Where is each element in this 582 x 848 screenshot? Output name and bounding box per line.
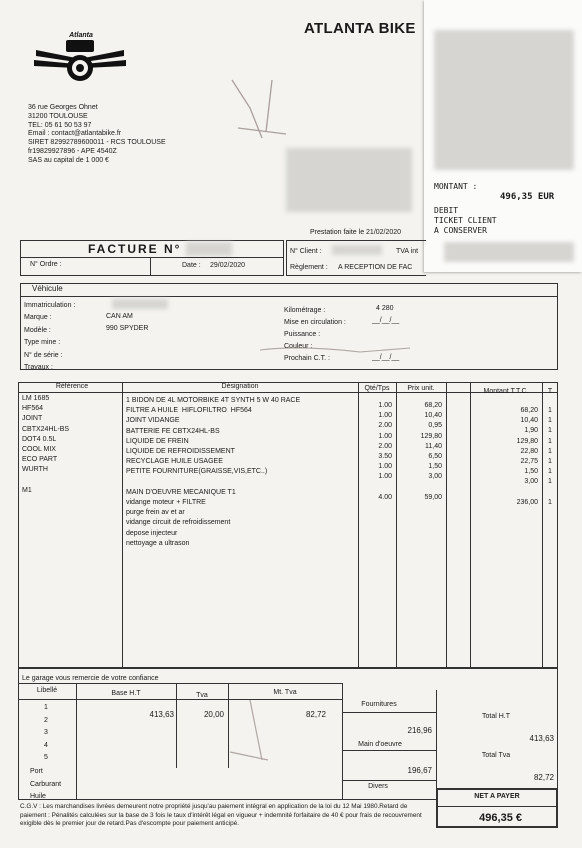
table-cell: ECO PART: [22, 456, 58, 464]
table-cell: LIQUIDE DE FREIN: [126, 437, 189, 445]
table-cell: 1 BIDON DE 4L MOTORBIKE 4T SYNTH 5 W 40 RACE: [126, 397, 301, 404]
table-cell: 1.00: [378, 402, 392, 409]
table-cell: 10,40: [424, 412, 442, 420]
thanks-text: Le garage vous remercie de votre confiance: [22, 675, 159, 682]
table-cell: 22,80: [520, 447, 538, 455]
receipt-line: A CONSERVER: [434, 226, 487, 235]
tva-row-label: 5: [44, 754, 48, 761]
side-label: Huile: [30, 793, 46, 800]
table-cell: 1: [548, 478, 552, 486]
footer-header: Mt. Tva: [273, 689, 297, 696]
table-cell: 1: [548, 427, 552, 435]
main-oeuvre-value: 196,67: [407, 766, 432, 775]
vehicle-label: N° de série :: [24, 351, 63, 359]
vehicle-label: Immatriculation :: [24, 302, 76, 309]
table-cell: 68,20: [520, 407, 538, 414]
divers-label: Divers: [368, 783, 388, 790]
table-cell: vidange moteur + FILTRE: [126, 499, 206, 507]
table-cell: DOT4 0.5L: [22, 435, 57, 443]
table-cell: 1: [548, 458, 552, 466]
logo-text: Atlanta BIKE: [69, 32, 93, 47]
table-cell: M1: [22, 486, 32, 494]
main-oeuvre-label: Main d'oeuvre: [358, 741, 402, 748]
company-name: ATLANTA BIKE: [304, 20, 416, 37]
table-cell: MAIN D'OEUVRE MECANIQUE T1: [126, 488, 236, 496]
tva-rate-value: 20,00: [203, 710, 224, 719]
table-cell: 3,00: [524, 478, 538, 486]
table-cell: 1: [548, 437, 552, 445]
table-cell: 6,50: [428, 453, 442, 461]
table-cell: 11,40: [425, 442, 442, 450]
table-cell: 1,50: [428, 463, 442, 471]
mise-circulation-date: __/__/__: [372, 317, 400, 324]
table-cell: COOL MIX: [22, 446, 56, 454]
table-cell: 1.00: [378, 463, 392, 471]
table-cell: 3,00: [428, 473, 442, 481]
footer-header: Tva: [196, 692, 208, 699]
column-header: Qté/Tps: [364, 385, 390, 392]
receipt-montant-label: MONTANT :: [434, 182, 478, 191]
address-line: SIRET 82992789600011 - RCS TOULOUSE: [28, 139, 166, 146]
total-tva-value: 82,72: [533, 773, 554, 782]
vehicle-label: Prochain C.T. :: [284, 355, 330, 362]
vehicle-marque: CAN AM: [106, 313, 133, 320]
tva-row-label: 1: [44, 704, 48, 711]
vehicle-label: Type mine :: [24, 339, 61, 347]
table-cell: JOINT: [22, 415, 43, 423]
vehicle-label: Kilométrage :: [284, 307, 326, 314]
vehicle-label: Modèle :: [24, 326, 51, 334]
date-label: Date :: [182, 262, 201, 269]
table-cell: 129,80: [516, 437, 538, 445]
vehicle-label: Marque :: [24, 314, 52, 322]
table-cell: 2.00: [378, 422, 392, 430]
tva-row-label: 4: [44, 741, 48, 749]
total-ht-value: 413,63: [529, 734, 554, 743]
invoice-date: 29/02/2020: [210, 262, 246, 269]
table-cell: purge frein av et ar: [126, 509, 185, 517]
fournitures-value: 216,96: [407, 726, 432, 735]
column-header: Référence: [55, 383, 89, 390]
table-cell: 4.00: [378, 493, 392, 501]
table-cell: BATTERIE FE CBTX24HL-BS: [126, 427, 220, 435]
table-cell: 1.00: [378, 473, 392, 481]
table-cell: RECYCLAGE HUILE USAGEE: [126, 458, 223, 466]
client-label: N° Client :: [290, 248, 322, 255]
address-line: fr19829927896 - APE 4540Z: [28, 147, 117, 155]
table-cell: depose injecteur: [126, 529, 178, 537]
mt-tva-value: 82,72: [305, 710, 326, 719]
column-header: Prix unit.: [407, 385, 435, 392]
table-cell: 1: [548, 468, 552, 476]
table-cell: WURTH: [22, 466, 48, 474]
receipt-montant-value: 496,35 EUR: [500, 192, 555, 202]
table-cell: 1: [548, 498, 552, 506]
address-line: 36 rue Georges Ohnet: [28, 104, 98, 111]
table-cell: 1: [548, 447, 552, 455]
table-cell: 1.00: [378, 412, 392, 420]
net-value: 496,35 €: [479, 812, 522, 824]
vehicle-label: Couleur :: [284, 343, 313, 350]
total-tva-label: Total Tva: [481, 752, 511, 759]
footer-header: Libellé: [36, 687, 58, 694]
invoice-title: FACTURE N°: [88, 242, 182, 256]
table-cell: LM 1685: [22, 395, 50, 402]
table-cell: JOINT VIDANGE: [126, 417, 180, 425]
receipt-line: TICKET CLIENT: [434, 216, 497, 225]
tva-row-label: 3: [44, 729, 48, 736]
prestation-date: Prestation faite le 21/02/2020: [310, 229, 402, 236]
column-header: T: [547, 388, 553, 395]
prochain-ct-date: __/__/__: [372, 354, 400, 361]
fournitures-label: Fournitures: [361, 701, 397, 708]
table-cell: 1.00: [378, 432, 392, 440]
reglement-value: A RECEPTION DE FAC: [338, 264, 413, 271]
side-label: Port: [30, 768, 43, 775]
table-cell: 1,90: [524, 427, 538, 435]
table-cell: 10,40: [520, 417, 538, 425]
base-ht-value: 413,63: [149, 710, 174, 719]
column-header: Désignation: [221, 383, 259, 390]
column-header: Montant T.T.C.: [483, 388, 529, 395]
total-ht-label: Total H.T: [481, 713, 510, 720]
footer-header: Base H.T: [111, 690, 141, 697]
cgv-text: C.G.V : Les marchandises livrées demeurent notre propriété jusqu'au paiement intégral en application de la loi du 12 Mai 1980.Retard de paiement : Pénalités calculées sur la base de 3 fois le taux d'intérêt légal en vigueur + indemnité forfaitaire de 40 € pour frais de recouvrement exigible dès le premier jour de retard.Pas d'escompte pour paiement anticipé.: [20, 803, 422, 828]
table-cell: 1: [548, 417, 552, 425]
receipt-line: DEBIT: [434, 206, 459, 215]
reglement-label: Règlement :: [290, 264, 328, 271]
vehicle-label: Mise en circulation :: [284, 319, 346, 326]
table-cell: 3.50: [378, 453, 392, 461]
tva-intra-label: TVA int: [396, 248, 419, 255]
address-line: TEL: 05 61 50 53 97: [28, 121, 92, 129]
table-cell: 1: [548, 407, 552, 414]
table-cell: 129,80: [420, 432, 442, 440]
table-cell: 0,95: [428, 422, 442, 430]
order-label: N° Ordre :: [30, 261, 62, 268]
table-cell: FILTRE A HUILE HIFLOFILTRO HF564: [126, 407, 252, 415]
vehicle-label: Travaux :: [24, 364, 53, 372]
table-cell: LIQUIDE DE REFROIDISSEMENT: [126, 448, 235, 456]
table-cell: PETITE FOURNITURE(GRAISSE,VIS,ETC..): [126, 468, 268, 476]
table-cell: 2.00: [378, 442, 392, 450]
table-cell: 22,75: [520, 458, 538, 466]
address-line: 31200 TOULOUSE: [28, 112, 88, 120]
table-cell: CBTX24HL-BS: [22, 425, 70, 433]
table-cell: 1,50: [524, 468, 538, 476]
tva-row-label: 2: [44, 716, 48, 724]
vehicle-label: Puissance :: [284, 331, 321, 338]
table-cell: 236,00: [516, 498, 538, 506]
table-cell: HF564: [22, 405, 44, 413]
table-cell: 59,00: [424, 493, 442, 501]
address-line: Email : contact@atlantabike.fr: [28, 130, 122, 138]
table-cell: 68,20: [424, 402, 442, 409]
vehicle-title: Véhicule: [32, 284, 63, 293]
table-cell: vidange circuit de refroidissement: [126, 519, 231, 527]
vehicle-kilometrage: 4 280: [376, 305, 394, 312]
net-label: NET A PAYER: [474, 793, 520, 800]
side-label: Carburant: [30, 780, 62, 788]
address-line: SAS au capital de 1 000 €: [28, 156, 109, 164]
vehicle-modele: 990 SPYDER: [106, 325, 149, 332]
table-cell: nettoyage a ultrason: [126, 539, 190, 547]
